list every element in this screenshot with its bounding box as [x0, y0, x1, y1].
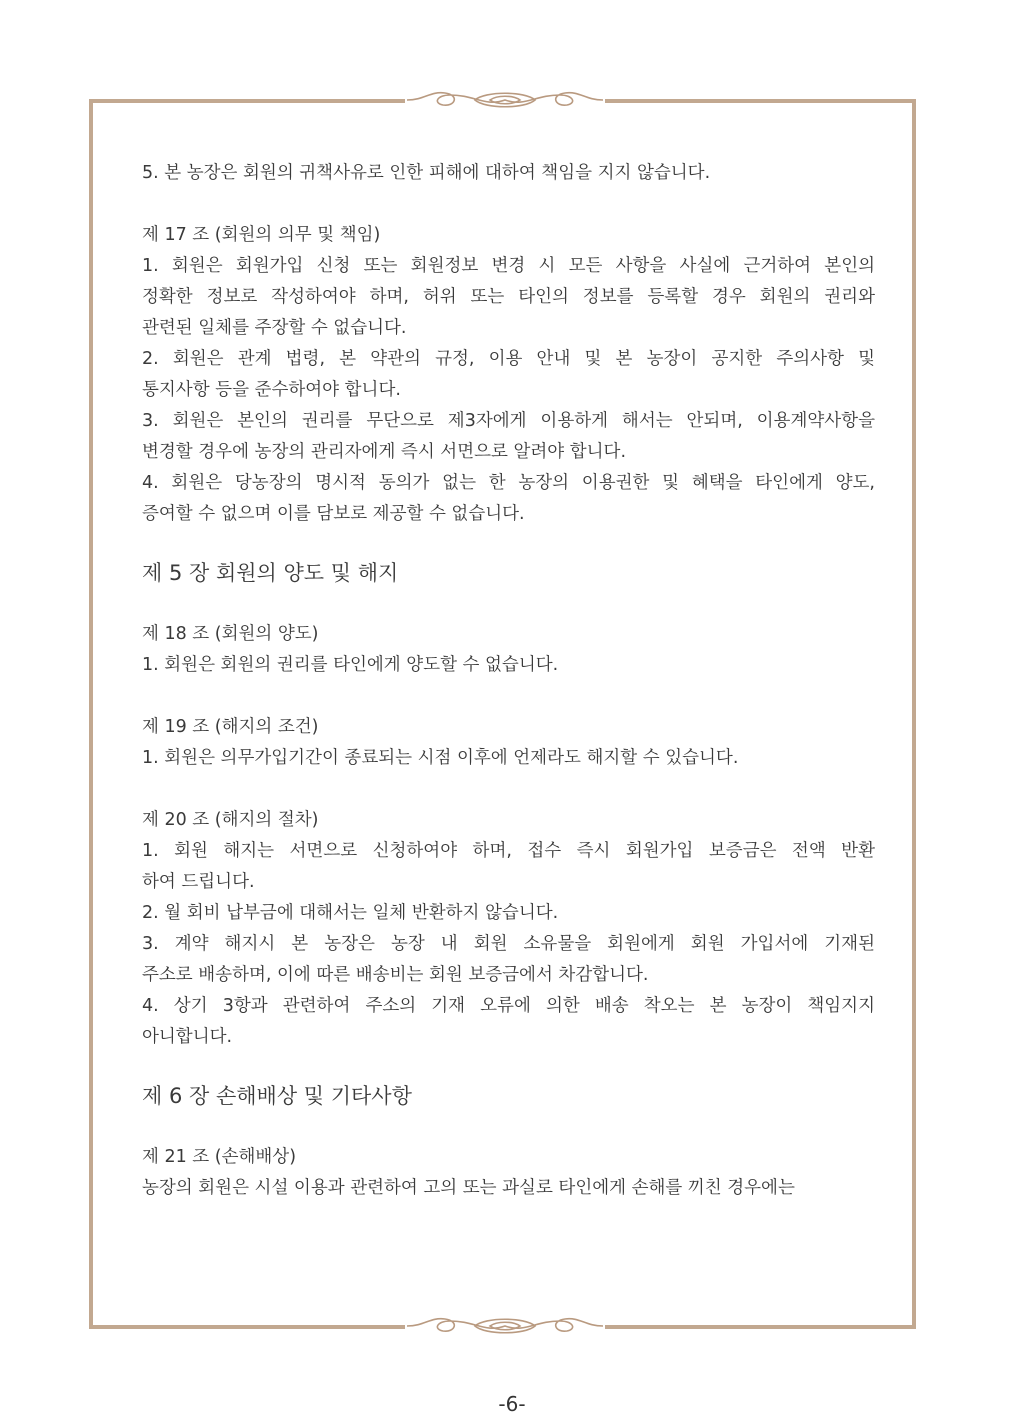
text-line: 정확한 정보로 작성하여야 하며, 허위 또는 타인의 정보를 등록할 경우 회원의 권리와: [142, 287, 875, 307]
frame-left-border: [89, 101, 93, 1329]
text-line: 제 17 조 (회원의 의무 및 책임): [142, 225, 381, 245]
text-line: 1. 회원은 회원가입 신청 또는 회원정보 변경 시 모든 사항을 사실에 근거하여 본인의: [142, 256, 875, 276]
text-line: 1. 회원 해지는 서면으로 신청하여야 하며, 접수 즉시 회원가입 보증금은 전액 반환: [142, 841, 875, 861]
top-ornament-icon: [405, 87, 605, 113]
text-line: 하여 드립니다.: [142, 872, 255, 892]
text-line: 1. 회원은 의무가입기간이 종료되는 시점 이후에 언제라도 해지할 수 있습니다.: [142, 748, 739, 768]
text-line: 변경할 경우에 농장의 관리자에게 즉시 서면으로 알려야 합니다.: [142, 442, 627, 462]
chapter-heading: 제 6 장 손해배상 및 기타사항: [142, 1084, 412, 1108]
text-line: 아니합니다.: [142, 1027, 233, 1047]
text-line: 통지사항 등을 준수하여야 합니다.: [142, 380, 401, 400]
bottom-ornament-icon: [405, 1313, 605, 1339]
text-line: 2. 월 회비 납부금에 대해서는 일체 반환하지 않습니다.: [142, 903, 559, 923]
paragraph-gap: [142, 189, 875, 220]
text-line: 5. 본 농장은 회원의 귀책사유로 인한 피해에 대하여 책임을 지지 않습니다.: [142, 163, 711, 183]
text-line: 제 20 조 (해지의 절차): [142, 810, 319, 830]
text-line: 관련된 일체를 주장할 수 없습니다.: [142, 318, 407, 338]
text-line: 3. 회원은 본인의 권리를 무단으로 제3자에게 이용하게 해서는 안되며, 이용계약사항을: [142, 411, 875, 431]
chapter-heading: 제 5 장 회원의 양도 및 해지: [142, 561, 399, 585]
text-line: 2. 회원은 관계 법령, 본 약관의 규정, 이용 안내 및 본 농장이 공지한 주의사항 및: [142, 349, 875, 369]
text-line: 제 21 조 (손해배상): [142, 1147, 297, 1167]
paragraph-gap: [142, 774, 875, 805]
text-line: 농장의 회원은 시설 이용과 관련하여 고의 또는 과실로 타인에게 손해를 끼친 경우에는: [142, 1178, 795, 1198]
text-line: 4. 상기 3항과 관련하여 주소의 기재 오류에 의한 배송 착오는 본 농장이 책임지지: [142, 996, 875, 1016]
page-number: -6-: [498, 1392, 526, 1416]
text-line: 제 19 조 (해지의 조건): [142, 717, 319, 737]
text-line: 증여할 수 없으며 이를 담보로 제공할 수 없습니다.: [142, 504, 525, 524]
paragraph-gap: [142, 681, 875, 712]
frame-right-border: [912, 101, 916, 1329]
text-line: 제 18 조 (회원의 양도): [142, 624, 319, 644]
text-line: 4. 회원은 당농장의 명시적 동의가 없는 한 농장의 이용권한 및 혜택을 타인에게 양도,: [142, 473, 875, 493]
text-line: 1. 회원은 회원의 권리를 타인에게 양도할 수 없습니다.: [142, 655, 559, 675]
text-line: 3. 계약 해지시 본 농장은 농장 내 회원 소유물을 회원에게 회원 가입서에 기재된: [142, 934, 875, 954]
terms-content: [142, 158, 875, 1204]
text-line: 주소로 배송하며, 이에 따른 배송비는 회원 보증금에서 차감합니다.: [142, 965, 649, 985]
